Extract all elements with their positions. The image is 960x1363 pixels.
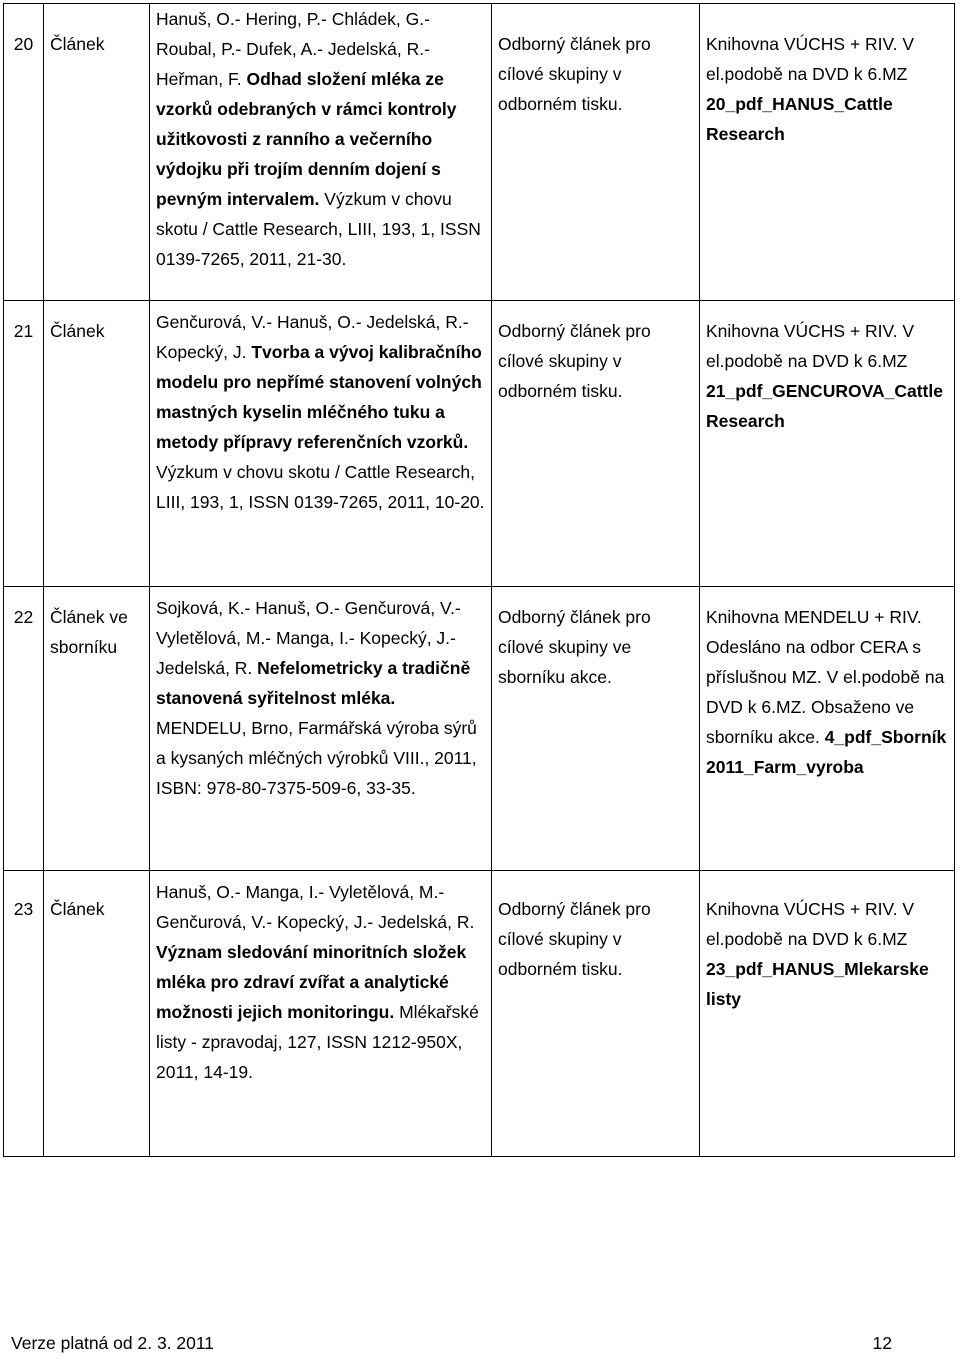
citation-authors: Hanuš, O.- Manga, I.- Vyletělová, M.- Genčurová, V.- Kopecký, J.- Jedelská, R. [156, 882, 475, 932]
citation-title: Odhad složení mléka ze vzorků odebraných v rámci kontroly užitkovosti z ranního a večerního výdojku při trojím denním dojení s pevným intervalem. [156, 69, 457, 209]
file-name: 21_pdf_GENCUROVA_Cattle Research [706, 381, 943, 431]
storage-location [700, 587, 955, 871]
table-row [4, 871, 955, 1157]
table-row [4, 587, 955, 871]
version-note: Verze platná od 2. 3. 2011 [11, 1333, 215, 1353]
citation-title: Nefelometricky a tradičně stanovená syřitelnost mléka. [156, 658, 471, 708]
row-number: 22 [4, 587, 44, 871]
publication-category: Odborný článek pro cílové skupiny v odborném tisku. [492, 301, 700, 587]
storage-location [700, 871, 955, 1157]
row-number: 20 [4, 4, 44, 301]
citation-source: Výzkum v chovu skotu / Cattle Research, LIII, 193, 1, ISSN 0139-7265, 2011, 10-20. [156, 462, 485, 512]
row-number: 21 [4, 301, 44, 587]
storage-location [700, 301, 955, 587]
table-row [4, 4, 955, 301]
citation-source: Výzkum v chovu skotu / Cattle Research, LIII, 193, 1, ISSN 0139-7265, 2011, 21-30. [156, 189, 481, 269]
page-number: 12 [872, 1333, 892, 1353]
location-text: Knihovna MENDELU + RIV. Odesláno na odbor CERA s příslušnou MZ. V el.podobě na DVD k 6.MZ. Obsaženo ve sborníku akce. [706, 607, 945, 747]
publications-table [3, 3, 955, 1157]
location-text: Knihovna VÚCHS + RIV. V el.podobě na DVD k 6.MZ [706, 34, 915, 84]
publication-type: Článek [44, 871, 150, 1157]
publication-category: Odborný článek pro cílové skupiny ve sborníku akce. [492, 587, 700, 871]
publication-type: Článek [44, 301, 150, 587]
storage-location [700, 4, 955, 301]
page-footer [11, 1333, 892, 1354]
file-name: 20_pdf_HANUS_Cattle Research [706, 94, 893, 144]
citation-authors: Sojková, K.- Hanuš, O.- Genčurová, V.- Vyletělová, M.- Manga, I.- Kopecký, J.- Jedelská, R. [156, 598, 461, 678]
citation [150, 301, 492, 587]
table-row [4, 301, 955, 587]
publication-category: Odborný článek pro cílové skupiny v odborném tisku. [492, 871, 700, 1157]
citation-title: Význam sledování minoritních složek mléka pro zdraví zvířat a analytické možnosti jejich monitoringu. [156, 942, 467, 1022]
publication-type: Článek ve sborníku [44, 587, 150, 871]
citation [150, 4, 492, 301]
citation-source: MENDELU, Brno, Farmářská výroba sýrů a kysaných mléčných výrobků VIII., 2011, ISBN: 978-80-7375-509-6, 33-35. [156, 718, 477, 798]
file-name: 4_pdf_Sborník 2011_Farm_vyroba [706, 727, 947, 777]
row-number: 23 [4, 871, 44, 1157]
citation-authors: Genčurová, V.- Hanuš, O.- Jedelská, R.- Kopecký, J. [156, 312, 469, 362]
citation [150, 587, 492, 871]
citation [150, 871, 492, 1157]
location-text: Knihovna VÚCHS + RIV. V el.podobě na DVD k 6.MZ [706, 321, 915, 371]
location-text: Knihovna VÚCHS + RIV. V el.podobě na DVD k 6.MZ [706, 899, 915, 949]
citation-authors: Hanuš, O.- Hering, P.- Chládek, G.- Roubal, P.- Dufek, A.- Jedelská, R.- Heřman, F. [156, 9, 430, 89]
publication-type: Článek [44, 4, 150, 301]
file-name: 23_pdf_HANUS_Mlekarske listy [706, 959, 929, 1009]
citation-title: Tvorba a vývoj kalibračního modelu pro nepřímé stanovení volných mastných kyselin mléčného tuku a metody přípravy referenčních vzorků. [156, 342, 482, 452]
citation-source: Mlékařské listy - zpravodaj, 127, ISSN 1212-950X, 2011, 14-19. [156, 1002, 479, 1082]
publication-category: Odborný článek pro cílové skupiny v odborném tisku. [492, 4, 700, 301]
